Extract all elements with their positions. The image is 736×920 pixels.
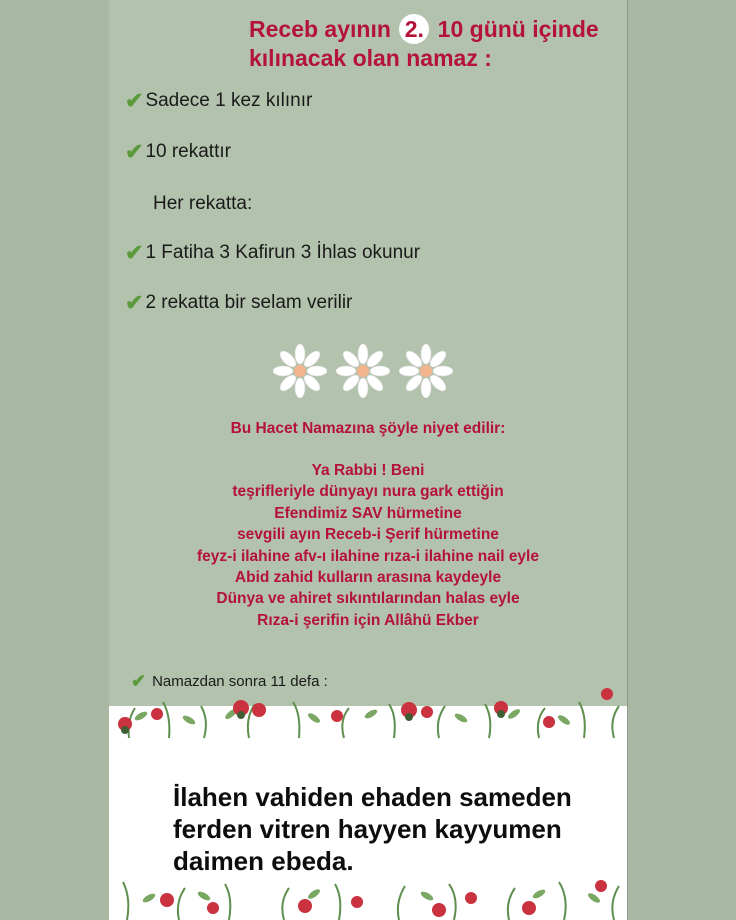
after-prayer-text: Namazdan sonra 11 defa :: [152, 672, 328, 690]
divider: [627, 0, 628, 920]
check-icon: ✔: [131, 671, 147, 691]
list-item-text: Sadece 1 kez kılınır: [145, 90, 313, 111]
prayer-line: Dünya ve ahiret sıkıntılarından halas eyle: [216, 590, 520, 608]
list-item-text: 2 rekatta bir selam verilir: [145, 292, 353, 313]
daisy-icon: [399, 344, 453, 398]
list-item: [125, 292, 352, 314]
prayer-line: Rıza-i şerifin için Allâhü Ekber: [257, 611, 479, 629]
prayer-heading: Bu Hacet Namazına şöyle niyet edilir:: [230, 420, 506, 437]
daisy-icon: [273, 344, 327, 398]
prayer-text: [109, 460, 627, 631]
list-item-text: 1 Fatiha 3 Kafirun 3 İhlas okunur: [145, 242, 421, 263]
list-item-text: Her rekatta:: [153, 193, 253, 214]
check-icon: ✔: [125, 88, 144, 113]
dhikr-text: İlahen vahiden ehaden sameden ferden vitren hayyen kayyumen daimen ebeda.: [173, 782, 572, 876]
daisy-icon: [336, 344, 390, 398]
page-title: [249, 14, 627, 73]
prayer-line: Abid zahid kulların arasına kaydeyle: [234, 569, 502, 587]
card: [109, 0, 627, 920]
list-item: [125, 242, 420, 264]
prayer-line: teşrifleriyle dünyayı nura gark ettiğin: [232, 483, 504, 501]
after-prayer-note: [131, 672, 328, 690]
list-item-text: 10 rekattır: [145, 141, 231, 162]
check-icon: ✔: [125, 240, 144, 265]
prayer-line: Efendimiz SAV hürmetine: [274, 504, 462, 522]
prayer-line: feyz-i ilahine afv-ı ilahine rıza-i ilahine nail eyle: [197, 547, 539, 565]
check-icon: ✔: [125, 139, 144, 164]
title-part1: Receb ayının: [249, 16, 391, 42]
title-number: 2.: [399, 14, 429, 44]
prayer-line: Ya Rabbi ! Beni: [311, 462, 425, 479]
prayer-line: sevgili ayın Receb-i Şerif hürmetine: [237, 526, 499, 544]
list-item: [153, 193, 252, 215]
flower-border-bottom: [109, 868, 627, 920]
list-item: [125, 141, 231, 163]
check-icon: ✔: [125, 290, 144, 315]
list-item: [125, 90, 312, 112]
title-part2: 10 günü içinde kılınacak olan namaz :: [249, 16, 599, 71]
